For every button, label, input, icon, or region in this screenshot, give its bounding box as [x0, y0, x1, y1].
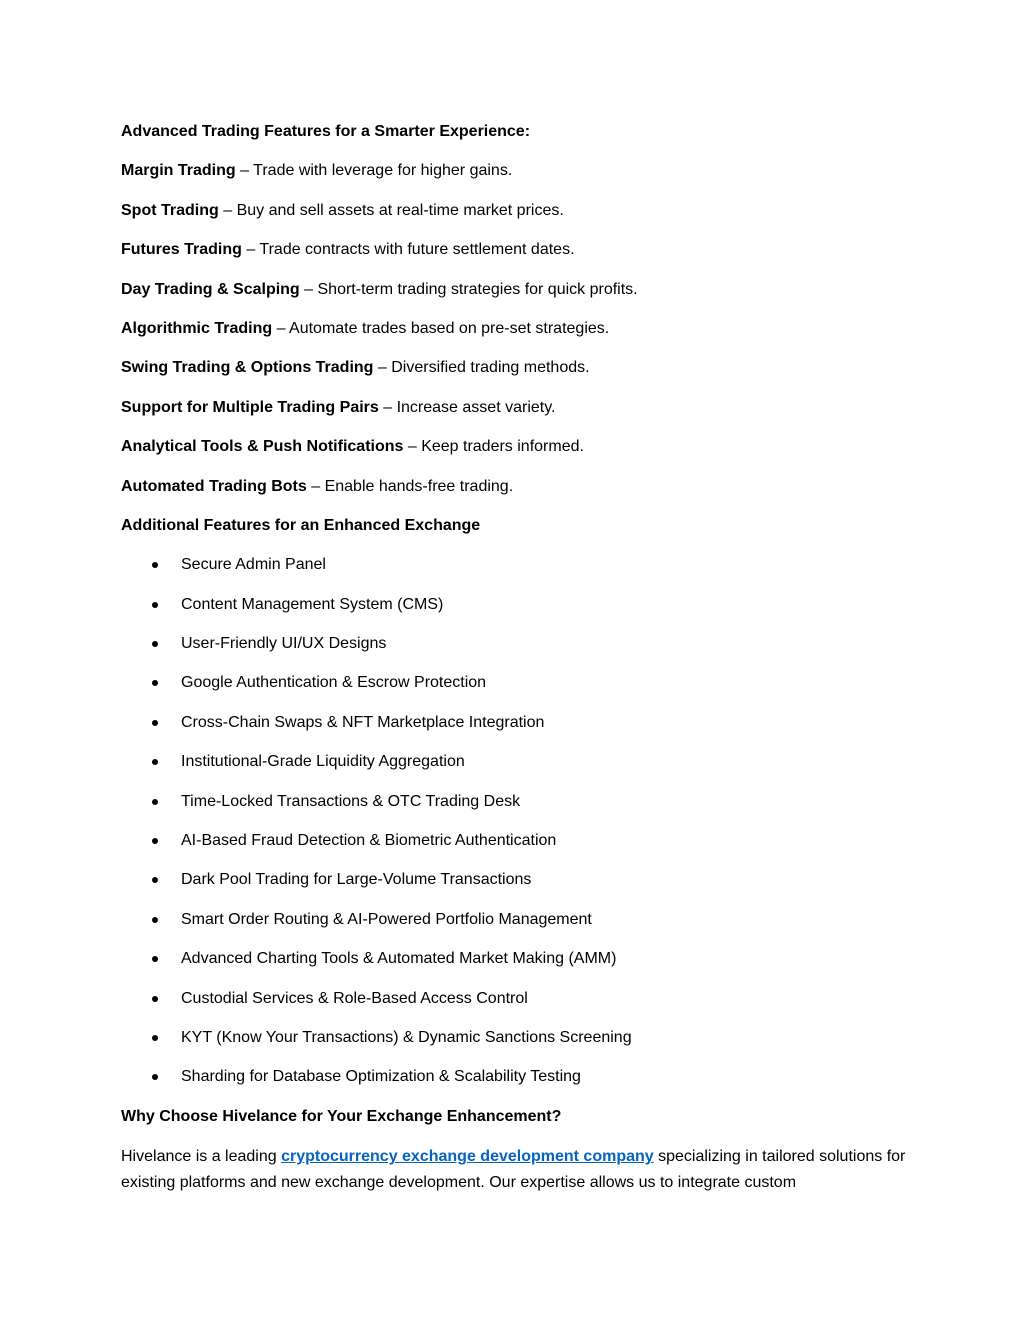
bullet-icon: [152, 1035, 158, 1041]
section-heading-why-choose: Why Choose Hivelance for Your Exchange Enhancement?: [121, 1107, 562, 1125]
document-body: [121, 120, 911, 1196]
list-item: [121, 1065, 911, 1104]
company-link[interactable]: cryptocurrency exchange development company: [281, 1148, 654, 1166]
feature-description: – Enable hands-free trading.: [306, 477, 514, 495]
bullet-icon: [152, 877, 158, 883]
feature-description: – Short-term trading strategies for quick profits.: [299, 280, 638, 298]
additional-features-list: [121, 553, 911, 1104]
closing-text-after: specializing in tailored solutions for existing platforms and new exchange development. Our expertise allows us to integrate custom: [121, 1148, 906, 1192]
feature-item: [121, 199, 911, 238]
section-heading-advanced-trading: Advanced Trading Features for a Smarter Experience:: [121, 123, 531, 140]
closing-paragraph: [121, 1144, 911, 1196]
feature-title: Futures Trading: [121, 241, 242, 259]
feature-item: [121, 278, 911, 317]
bullet-icon: [152, 799, 158, 805]
feature-item: [121, 396, 911, 435]
feature-title: Analytical Tools & Push Notifications: [121, 438, 404, 456]
list-item-text: Smart Order Routing & AI-Powered Portfolio Management: [181, 910, 592, 928]
list-item-text: User-Friendly UI/UX Designs: [181, 635, 387, 653]
feature-item: [121, 317, 911, 356]
list-item-text: Google Authentication & Escrow Protection: [181, 674, 487, 692]
bullet-icon: [152, 602, 158, 608]
list-item-text: Content Management System (CMS): [181, 595, 444, 613]
feature-item: [121, 475, 911, 514]
list-item-text: Sharding for Database Optimization & Scalability Testing: [181, 1068, 581, 1086]
list-item-text: Cross-Chain Swaps & NFT Marketplace Integration: [181, 713, 545, 731]
list-item: [121, 908, 911, 947]
feature-description: – Keep traders informed.: [403, 438, 584, 456]
list-item: [121, 868, 911, 907]
bullet-icon: [152, 720, 158, 726]
list-item: [121, 671, 911, 710]
feature-item: [121, 435, 911, 474]
list-item: [121, 829, 911, 868]
bullet-icon: [152, 1074, 158, 1080]
feature-list: [121, 159, 911, 514]
list-item-text: KYT (Know Your Transactions) & Dynamic Sanctions Screening: [181, 1028, 632, 1046]
list-item-text: AI-Based Fraud Detection & Biometric Authentication: [181, 832, 557, 850]
bullet-icon: [152, 641, 158, 647]
list-item: [121, 790, 911, 829]
bullet-icon: [152, 759, 158, 765]
bullet-icon: [152, 956, 158, 962]
feature-description: – Trade with leverage for higher gains.: [235, 162, 513, 180]
list-item: [121, 987, 911, 1026]
feature-item: [121, 159, 911, 198]
list-item: [121, 1026, 911, 1065]
list-item: [121, 553, 911, 592]
feature-title: Day Trading & Scalping: [121, 280, 300, 298]
feature-title: Swing Trading & Options Trading: [121, 359, 374, 377]
bullet-icon: [152, 562, 158, 568]
bullet-icon: [152, 996, 158, 1002]
bullet-icon: [152, 838, 158, 844]
feature-title: Margin Trading: [121, 162, 236, 180]
list-item: [121, 947, 911, 986]
feature-item: [121, 356, 911, 395]
list-item: [121, 711, 911, 750]
feature-title: Spot Trading: [121, 201, 219, 219]
feature-description: – Diversified trading methods.: [373, 359, 590, 377]
list-item-text: Dark Pool Trading for Large-Volume Transactions: [181, 871, 532, 889]
list-item-text: Time-Locked Transactions & OTC Trading Desk: [181, 792, 521, 810]
feature-description: – Buy and sell assets at real-time market prices.: [218, 201, 564, 219]
list-item: [121, 632, 911, 671]
list-item: [121, 593, 911, 632]
section-heading-additional-features: Additional Features for an Enhanced Exchange: [121, 516, 481, 534]
list-item-text: Secure Admin Panel: [181, 556, 326, 574]
feature-title: Algorithmic Trading: [121, 319, 273, 337]
list-item: [121, 750, 911, 789]
list-item-text: Advanced Charting Tools & Automated Market Making (AMM): [181, 950, 617, 968]
list-item-text: Institutional-Grade Liquidity Aggregation: [181, 753, 465, 771]
feature-description: – Automate trades based on pre-set strategies.: [272, 319, 610, 337]
closing-text-before: Hivelance is a leading: [121, 1148, 282, 1166]
feature-description: – Increase asset variety.: [378, 398, 556, 416]
bullet-icon: [152, 680, 158, 686]
feature-title: Automated Trading Bots: [121, 477, 307, 495]
feature-description: – Trade contracts with future settlement dates.: [241, 241, 575, 259]
bullet-icon: [152, 917, 158, 923]
feature-title: Support for Multiple Trading Pairs: [121, 398, 379, 416]
list-item-text: Custodial Services & Role-Based Access Control: [181, 989, 528, 1007]
feature-item: [121, 238, 911, 277]
